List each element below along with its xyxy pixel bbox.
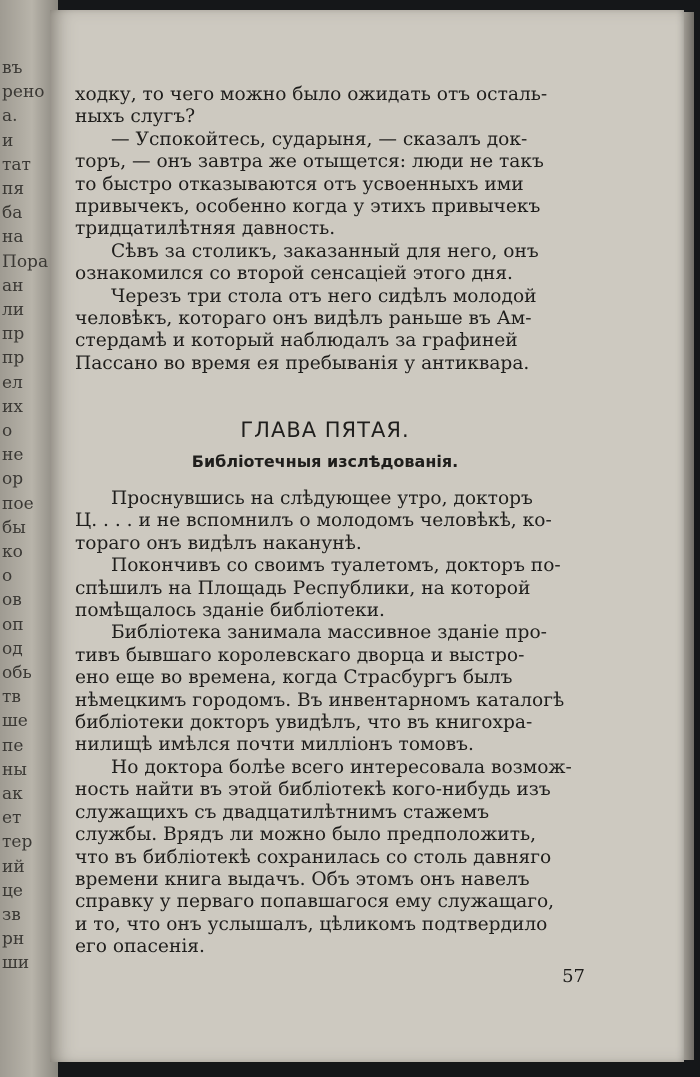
paragraph: Библіотека занимала массивное зданіе про- тивъ бывшаго королевскаго дворца и выстро- ено еще во времена, когда Страсбургъ былъ нѣмецкимъ городомъ. Въ инвентарномъ каталогѣ библіотеки докторъ увидѣлъ, что въ книгохра- нилищѣ имѣлся почти милліонъ томовъ. (75, 622, 565, 756)
left-page-fragment: пя (2, 179, 25, 199)
left-page-fragment: ан (2, 275, 24, 296)
left-page-fragment: рено (2, 82, 45, 103)
left-page-fragment: рн (2, 929, 25, 950)
left-page-fragment: их (2, 396, 23, 417)
paragraph: ходку, то чего можно было ожидать отъ осталь- ныхъ слугъ? (75, 84, 548, 128)
chapter-title: ГЛАВА ПЯТАЯ. (240, 418, 410, 442)
left-page-fragment: не (2, 445, 24, 466)
left-page-fragment: Пора (2, 251, 49, 272)
left-page-fragment: ет (2, 808, 22, 829)
left-page-fragment: пр (2, 324, 25, 345)
left-page-fragment: пр (2, 348, 25, 369)
left-page-fragment: зв (2, 905, 21, 925)
paragraph: Сѣвъ за столикъ, заказанный для него, онъ ознакомился со второй сенсаціей этого дня. (75, 240, 539, 285)
left-page-fragment: пе (2, 735, 24, 756)
left-page-fragment: ба (2, 203, 23, 224)
left-page-fragment: ли (2, 300, 25, 320)
page-stack-edge (684, 12, 694, 1060)
left-page-fragment: ак (2, 784, 23, 804)
left-page-fragment: бы (2, 517, 26, 538)
chapter-subtitle: Библіотечныя изслѣдованія. (191, 452, 459, 471)
left-page-fragment: а. (2, 106, 18, 127)
left-page-fragment: о (2, 566, 13, 587)
left-page-fragment: од (2, 638, 23, 659)
left-page-fragment: въ (2, 58, 23, 78)
left-page-fragment: пое (2, 493, 34, 514)
left-page-fragment: и (2, 130, 14, 151)
paragraph: — Успокойтесь, сударыня, — сказалъ док- торъ, — онъ завтра же отыщется: люди не такъ то быстро отказываются отъ усвоенныхъ ими привычекъ, особенно когда у этихъ привычекъ тридцатилѣтняя давность. (75, 128, 544, 240)
body-text-before-chapter (75, 84, 575, 375)
left-page-fragment: на (2, 227, 24, 248)
paragraph: Покончивъ со своимъ туалетомъ, докторъ по- спѣшилъ на Площадь Республики, на которой помѣщалось зданіе библіотеки. (75, 555, 561, 622)
left-page-fragment: ор (2, 469, 24, 490)
left-page-fragment: ий (2, 856, 25, 877)
paragraph: Но доктора болѣе всего интересовала возмож- ность найти въ этой библіотекѣ кого-нибудь изъ служащихъ съ двадцатилѣтнимъ стажемъ службы. Врядъ ли можно было предположить, что въ библіотекѣ сохранилась со столь давняго времени книга выдачъ. Объ этомъ онъ навелъ справку у перваго попавшагося ему служащаго, и то, что онъ услышалъ, цѣликомъ подтвердило его опасенія. (75, 756, 572, 958)
left-page-fragment: ши (2, 953, 30, 974)
left-page-fragment: о (2, 421, 13, 441)
left-page-fragment: обь (2, 663, 32, 683)
left-page-fragment: тер (2, 832, 33, 853)
page-number: 57 (562, 966, 585, 987)
left-page-fragment: ко (2, 542, 23, 562)
left-page-fragment: ше (2, 711, 28, 732)
left-page-fragment: ел (2, 372, 23, 393)
left-page-fragment: ов (2, 590, 22, 611)
paragraph: Черезъ три стола отъ него сидѣлъ молодой человѣкъ, котораго онъ видѣлъ раньше въ Ам- стердамѣ и который наблюдалъ за графиней Пассано во время ея пребыванія у антиквара. (75, 285, 537, 374)
left-page-fragment: ны (2, 759, 27, 780)
left-page-fragment: оп (2, 614, 24, 635)
paragraph: Проснувшись на слѣдующее утро, докторъ Ц. . . . и не вспомнилъ о молодомъ человѣкѣ, ко- тораго онъ видѣлъ наканунѣ. (75, 488, 552, 554)
body-text-after-chapter (75, 488, 575, 959)
left-page-fragment: тв (2, 687, 21, 708)
left-page-fragment: тат (2, 154, 31, 175)
left-page-fragment: це (2, 880, 23, 901)
